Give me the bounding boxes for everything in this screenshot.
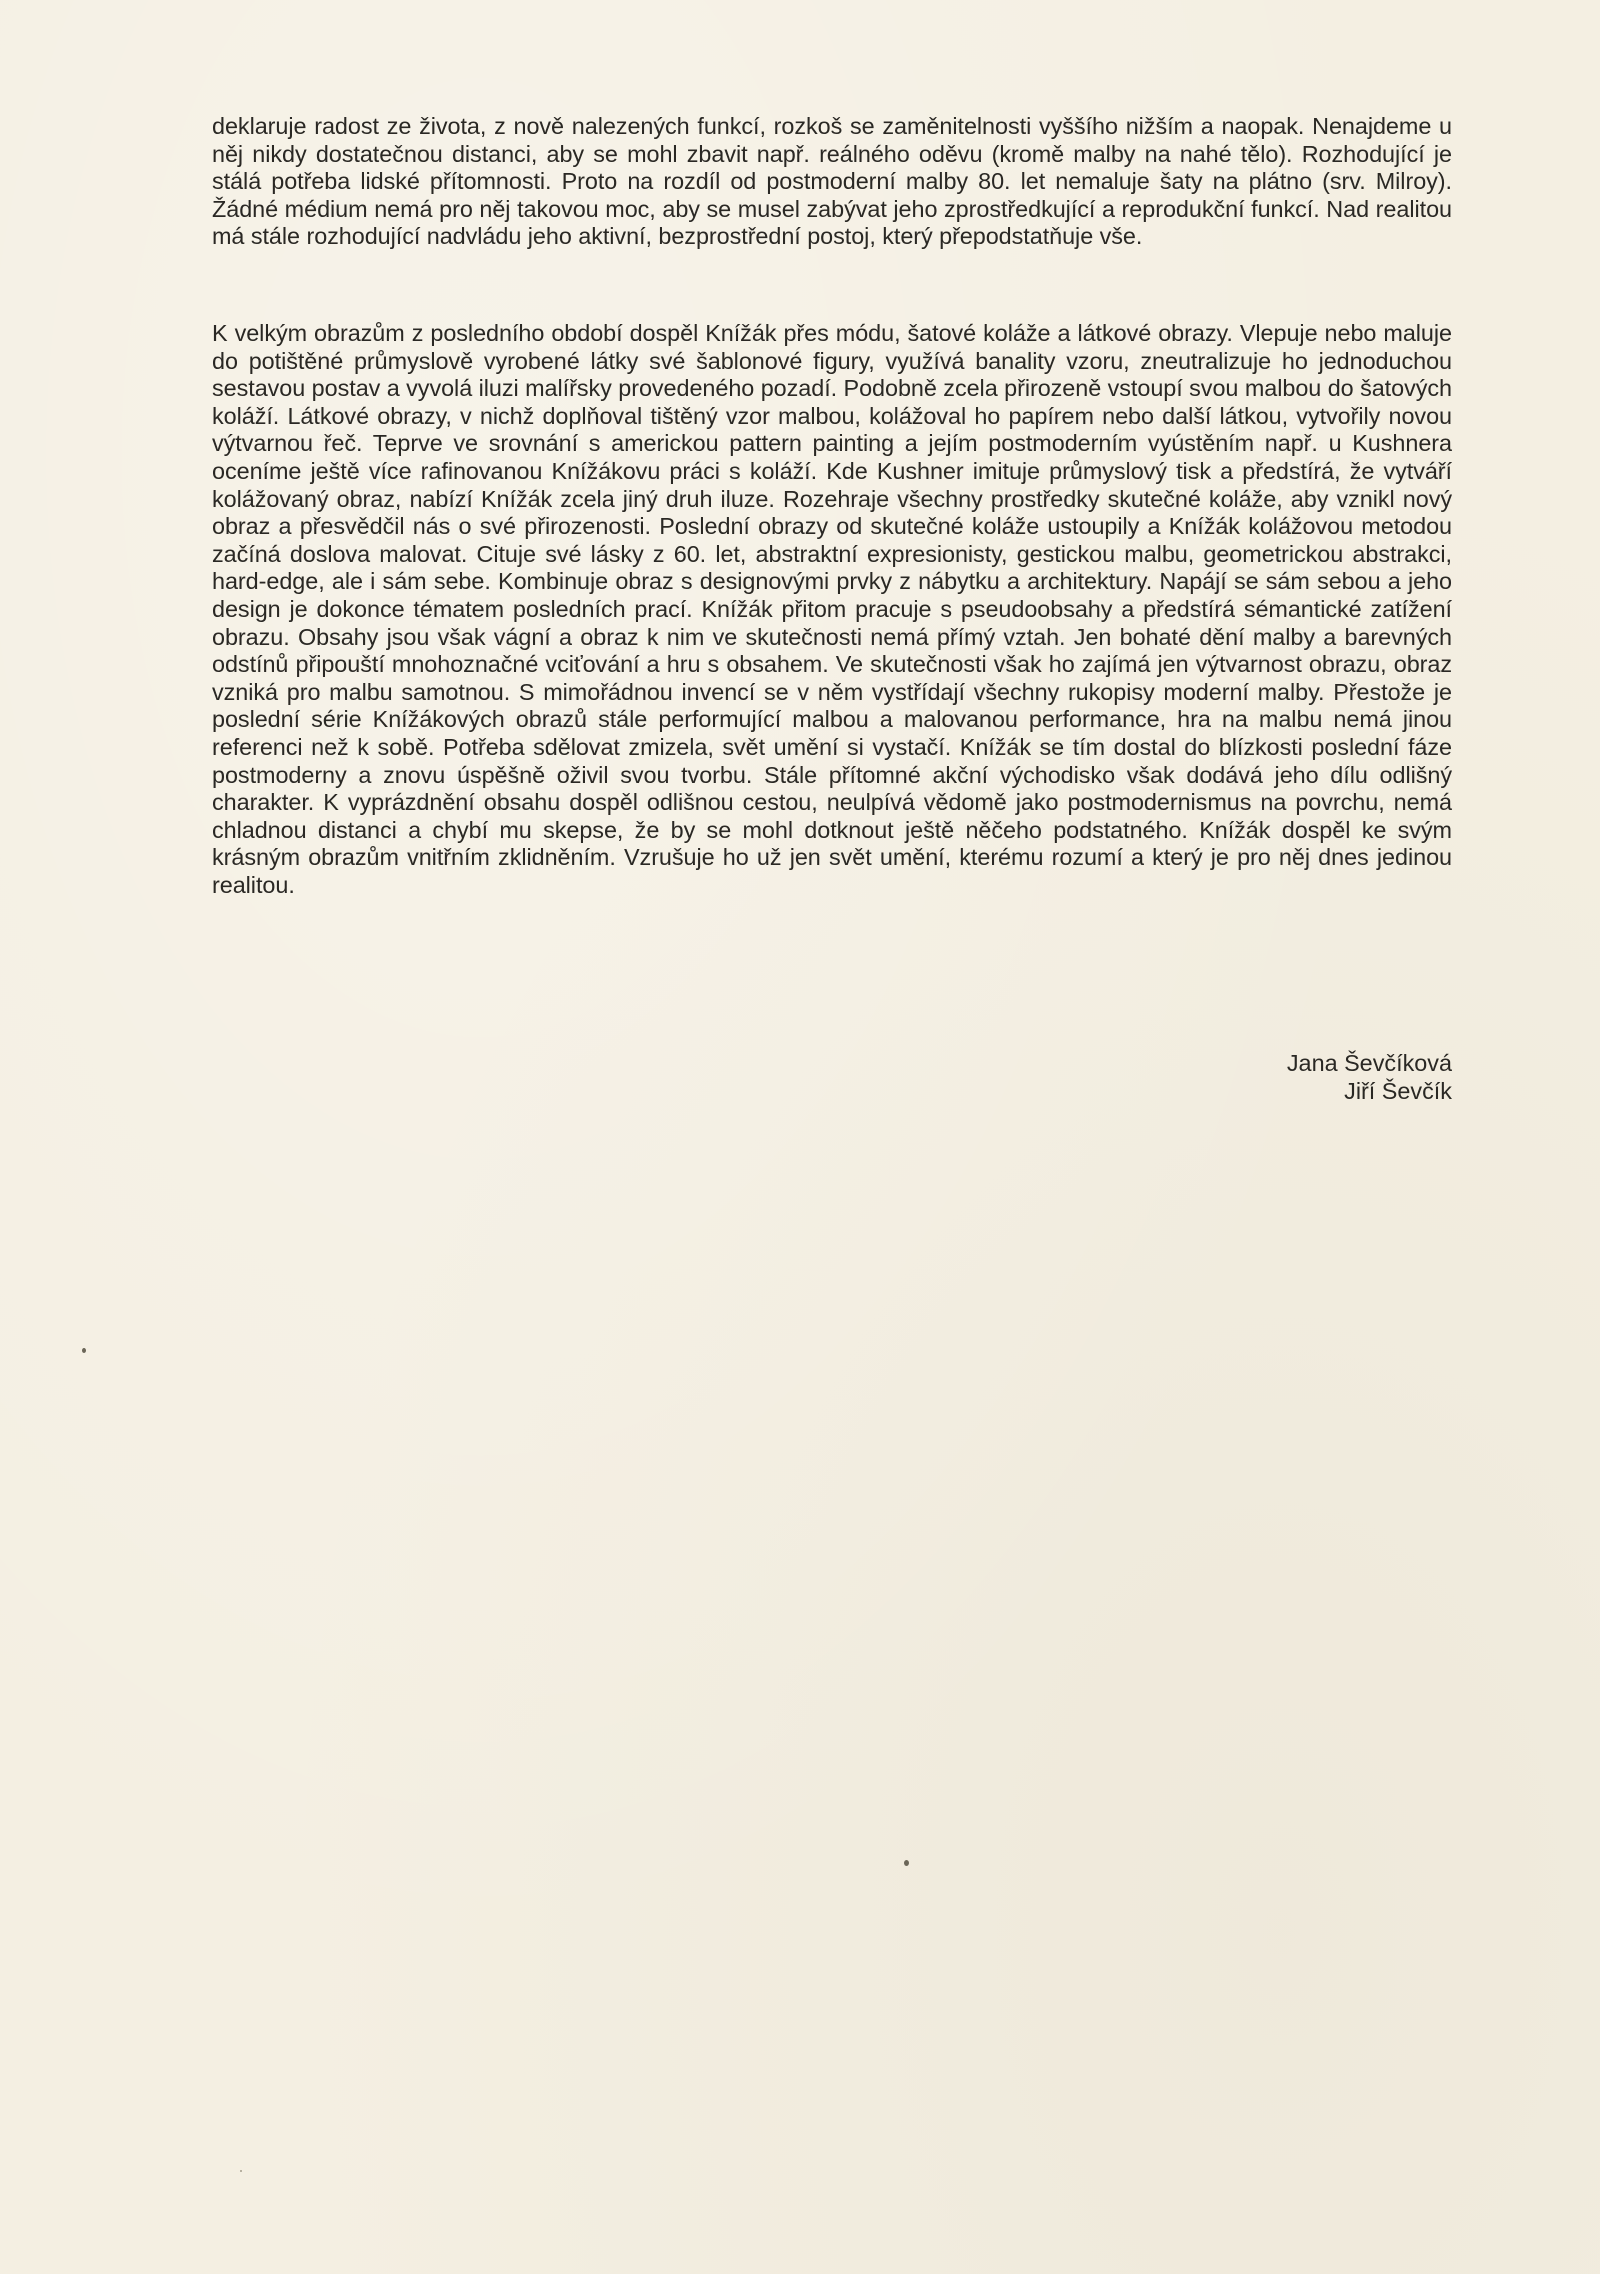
paper-speck xyxy=(82,1348,86,1353)
paper-speck xyxy=(904,1860,909,1866)
paper-speck xyxy=(240,2170,242,2172)
paragraph-1-text: deklaruje radost ze života, z nově nalezených funkcí, rozkoš se zaměnitelnosti vyššího nižším a naopak. Nenajdeme u něj nikdy dostatečnou distanci, aby se mohl zbavit např. reálného oděvu (kromě malby na nahé tělo). Rozhodující je stálá potřeba lidské přítomnosti. Proto na rozdíl od postmoderní malby 80. let nemaluje šaty na plátno (srv. Milroy). Žádné médium nemá pro něj takovou moc, aby se musel zabývat jeho zprostředkující a reprodukční funkcí. Nad realitou má stále rozhodující nadvládu jeho aktivní, bezprostřední postoj, který přepodstatňuje vše. xyxy=(212,113,1452,250)
signature-block xyxy=(1100,1050,1452,1105)
author-name-2: Jiří Ševčík xyxy=(1344,1077,1452,1104)
paragraph-2-text: K velkým obrazům z posledního období dospěl Knížák přes módu, šatové koláže a látkové obrazy. Vlepuje nebo maluje do potištěné průmyslově vyrobené látky své šablonové figury, využívá banality vzoru, zneutralizuje ho jednoduchou sestavou postav a vyvolá iluzi malířsky provedeného pozadí. Podobně zcela přirozeně vstoupí svou malbou do šatových koláží. Látkové obrazy, v nichž doplňoval tištěný vzor malbou, kolážoval ho papírem nebo další látkou, vytvořily novou výtvarnou řeč. Teprve ve srovnání s americkou pattern painting a jejím postmoderním vyústěním např. u Kushnera oceníme ještě více rafinovanou Knížákovu práci s koláží. Kde Kushner imituje průmyslový tisk a předstírá, že vytváří kolážovaný obraz, nabízí Knížák zcela jiný druh iluze. Rozehraje všechny prostředky skutečné koláže, aby vznikl nový obraz a přesvědčil nás o své přirozenosti. Poslední obrazy od skutečné koláže ustoupily a Knížák kolážovou metodou začíná doslova malovat. Cituje své lásky z 60. let, abstraktní expresionisty, gestickou malbu, geometrickou abstrakci, hard-edge, ale i sám sebe. Kombinuje obraz s designovými prvky z nábytku a architektury. Napájí se sám sebou a jeho design je dokonce tématem posledních prací. Knížák přitom pracuje s pseudoobsahy a předstírá sémantické zatížení obrazu. Obsahy jsou však vágní a obraz k nim ve skutečnosti nemá přímý vztah. Jen bohaté dění malby a barevných odstínů připouští mnohoznačné vciťování a hru s obsahem. Ve skutečnosti však ho zajímá jen výtvarnost obrazu, obraz vzniká pro malbu samotnou. S mimořádnou invencí se v něm vystřídají všechny rukopisy moderní malby. Přestože je poslední série Knížákových obrazů stále performující malbou a malovanou performance, hra na malbu nemá jinou referenci než k sobě. Potřeba sdělovat zmizela, svět umění si vystačí. Knížák se tím dostal do blízkosti poslední fáze postmoderny a znovu úspěšně oživil svou tvorbu. Stále přítomné akční východisko však dodává jeho dílu odlišný charakter. K vyprázdnění obsahu dospěl odlišnou cestou, neulpívá vědomě jako postmodernismus na povrchu, nemá chladnou distanci a chybí mu skepse, že by se mohl dotknout ještě něčeho podstatného. Knížák dospěl ke svým krásným obrazům vnitřním zklidněním. Vzrušuje ho už jen svět umění, kterému rozumí a který je pro něj dnes jedinou realitou. xyxy=(212,320,1452,898)
body-paragraph-1 xyxy=(212,113,1452,251)
body-paragraph-2 xyxy=(212,320,1452,899)
author-name-1: Jana Ševčíková xyxy=(1286,1050,1452,1076)
